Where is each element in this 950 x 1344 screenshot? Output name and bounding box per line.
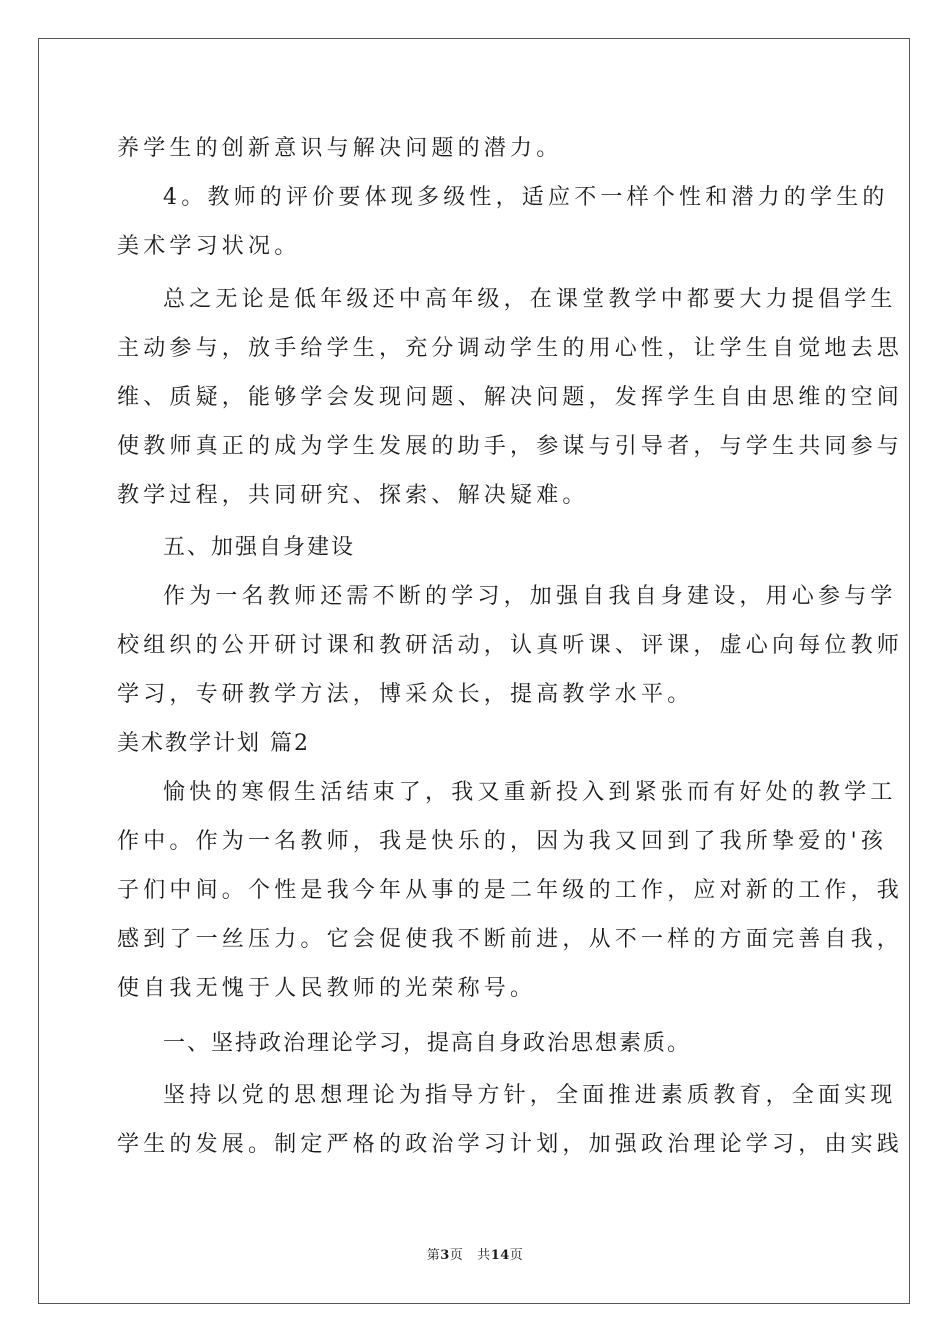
body-text-line: 子们中间。个性是我今年从事的是二年级的工作，应对新的工作，我 [117, 878, 904, 903]
body-text-line: 学习，专研教学方法，博采众长，提高教学水平。 [117, 682, 694, 707]
paragraph-politics: 坚持以党的思想理论为指导方针，全面推进素质教育，全面实现 [163, 1083, 897, 1108]
paragraph-intro: 愉快的寒假生活结束了，我又重新投入到紧张而有好处的教学工 [163, 780, 897, 805]
footer-total-prefix: 共 [477, 1248, 491, 1263]
body-text-line: 使自我无愧于人民教师的光荣称号。 [117, 976, 537, 1001]
page-footer [0, 1248, 950, 1264]
body-text-line: 维、质疑，能够学会发现问题、解决问题，发挥学生自由思维的空间 [117, 385, 904, 410]
paragraph-summary: 总之无论是低年级还中高年级，在课堂教学中都要大力提倡学生 [163, 287, 897, 312]
footer-total-unit: 页 [509, 1248, 524, 1263]
body-text-line: 养学生的创新意识与解决问题的潜力。 [117, 136, 563, 161]
footer-prefix: 第 [426, 1248, 441, 1263]
section-heading-1: 一、坚持政治理论学习，提高自身政治思想素质。 [163, 1031, 692, 1056]
body-text-line: 教学过程，共同研究、探索、解决疑难。 [117, 483, 589, 508]
body-text-line: 主动参与，放手给学生，充分调动学生的用心性，让学生自觉地去思 [117, 336, 904, 361]
paragraph-self-building: 作为一名教师还需不断的学习，加强自我自身建设，用心参与学 [163, 584, 897, 609]
footer-page-unit: 页 [449, 1248, 464, 1263]
current-page-number: 3 [440, 1248, 450, 1263]
body-text-line: 感到了一丝压力。它会促使我不断前进，从不一样的方面完善自我， [117, 927, 904, 952]
total-pages-number: 14 [490, 1248, 510, 1263]
list-item-4: 4。教师的评价要体现多级性，适应不一样个性和潜力的学生的 [163, 185, 889, 210]
body-text-line: 作中。作为一名教师，我是快乐的，因为我又回到了我所挚爱的'孩 [117, 829, 888, 854]
section-heading-5: 五、加强自身建设 [163, 535, 356, 560]
body-text-line: 学生的发展。制定严格的政治学习计划，加强政治理论学习，由实践 [117, 1132, 904, 1157]
body-text-line: 使教师真正的成为学生发展的助手，参谋与引导者，与学生共同参与 [117, 434, 904, 459]
article-title: 美术教学计划 篇2 [117, 731, 310, 756]
body-text-line: 校组织的公开研讨课和教研活动，认真听课、评课，虚心向每位教师 [117, 633, 904, 658]
body-text-line: 美术学习状况。 [117, 234, 301, 259]
page-border [38, 38, 910, 1304]
